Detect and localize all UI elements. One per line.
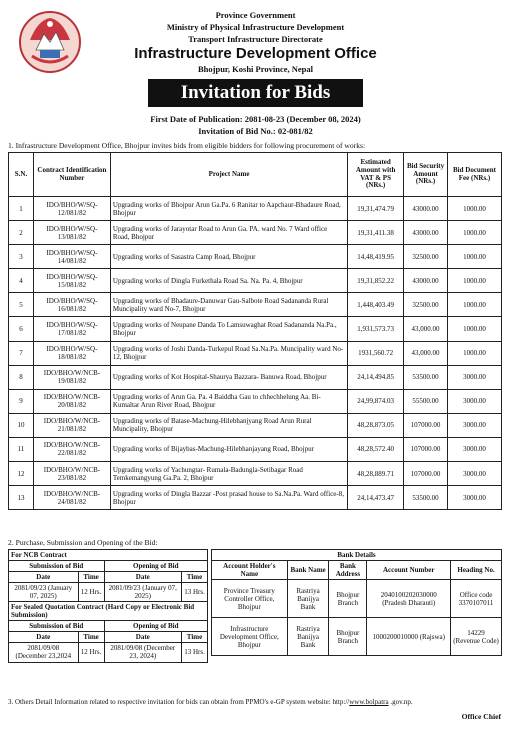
row-sn: 9 — [9, 389, 34, 413]
bank-heading-no: Office code 3370107011 — [451, 580, 502, 618]
sq-opening-date: 2081/09/08 (December 23, 2024) — [104, 643, 182, 662]
works-table — [8, 152, 502, 510]
col-heading-no: Heading No. — [451, 561, 502, 580]
col-sn: S.N. — [9, 153, 34, 197]
sealed-quotation-title: For Sealed Quotation Contract (Hard Copy or Electronic Bid Submission) — [9, 602, 208, 621]
col-holder: Account Holder's Name — [212, 561, 288, 580]
date-heading: Date — [104, 572, 182, 583]
row-sn: 2 — [9, 221, 34, 245]
row-estimated-amount: 24,14,473.47 — [348, 486, 404, 510]
bank-details-title: Bank Details — [212, 550, 502, 561]
row-sn: 6 — [9, 317, 34, 341]
col-bank-address: Bank Address — [329, 561, 367, 580]
col-project-name: Project Name — [110, 153, 347, 197]
row-bid-security: 43000.00 — [404, 269, 448, 293]
section-2-heading: 2. Purchase, Submission and Opening of the Bid: — [8, 538, 158, 547]
bank-row — [212, 618, 502, 656]
row-estimated-amount: 24,99,874.03 — [348, 389, 404, 413]
row-document-fee: 1000.00 — [448, 245, 502, 269]
sq-submission-heading: Submission of Bid — [9, 621, 105, 632]
row-estimated-amount: 14,48,419.95 — [348, 245, 404, 269]
directorate-name: Transport Infrastructure Directorate — [188, 34, 323, 44]
row-estimated-amount: 48,28,873.05 — [348, 413, 404, 437]
invitation-number: Invitation of Bid No.: 02-081/82 — [198, 126, 313, 136]
row-contract-id: IDO/BHO/W/SQ-16/081/82 — [33, 293, 110, 317]
row-estimated-amount: 19,31,411.38 — [348, 221, 404, 245]
invitation-banner: Invitation for Bids — [148, 79, 363, 107]
note-suffix: .gov.np. — [388, 698, 413, 706]
row-bid-security: 107000.00 — [404, 413, 448, 437]
row-contract-id: IDO/BHO/W/SQ-13/081/82 — [33, 221, 110, 245]
table-row — [9, 413, 502, 437]
col-estimated-amount: Estimated Amount with VAT & PS (NRs.) — [348, 153, 404, 197]
table-row — [9, 486, 502, 510]
col-document-fee: Bid Document Fee (NRs.) — [448, 153, 502, 197]
office-location: Bhojpur, Koshi Province, Nepal — [197, 64, 313, 74]
row-bid-security: 43000.00 — [404, 221, 448, 245]
time-heading: Time — [182, 632, 208, 643]
table-row — [9, 341, 502, 365]
publication-date: First Date of Publication: 2081-08-23 (December 08, 2024) — [150, 114, 361, 124]
province-government: Province Government — [215, 10, 296, 20]
col-bid-security: Bid Security Amount (NRs.) — [404, 153, 448, 197]
row-estimated-amount: 19,31,852.22 — [348, 269, 404, 293]
table-row — [9, 365, 502, 389]
bank-account-number: 2040100202030000 (Pradesh Dharauti) — [367, 580, 451, 618]
ncb-submission-time: 12 Hrs. — [78, 583, 104, 602]
table-row — [9, 245, 502, 269]
row-estimated-amount: 1,448,403.49 — [348, 293, 404, 317]
row-document-fee: 1000.00 — [448, 317, 502, 341]
row-project-name: Upgrading works of Bhojpur Arun Ga.Pa. 6 Ranitar to Aapchaur-Bhadaure Road, Bhojpur — [110, 197, 347, 221]
row-document-fee: 3000.00 — [448, 365, 502, 389]
col-contract-id: Contract Identification Number — [33, 153, 110, 197]
row-bid-security: 53500.00 — [404, 486, 448, 510]
row-bid-security: 32500.00 — [404, 293, 448, 317]
ministry-name: Ministry of Physical Infrastructure Development — [166, 22, 345, 32]
row-bid-security: 55500.00 — [404, 389, 448, 413]
row-project-name: Upgrading works of Dingla Bazzar -Post prasad house to Sa.Na.Pa. Ward office-8, Bhojpur — [110, 486, 347, 510]
bank-address: Bhojpur Branch — [329, 618, 367, 656]
ncb-title: For NCB Contract — [9, 550, 208, 561]
sq-opening-heading: Opening of Bid — [104, 621, 207, 632]
table-row — [9, 437, 502, 461]
row-contract-id: IDO/BHO/W/SQ-15/081/82 — [33, 269, 110, 293]
row-project-name: Upgrading works of Jarayotar Road to Arun Ga. PA. ward No. 7 Ward office Road, Bhojpur — [110, 221, 347, 245]
row-project-name: Upgrading works of Arun Ga. Pa. 4 Baiddha Gau to chhechhelung Aa. Bi- Kumaltar Arun River Road, Bhojpur — [110, 389, 347, 413]
row-project-name: Upgrading works of Sasastra Camp Road, Bhojpur — [110, 245, 347, 269]
sq-opening-time: 13 Hrs. — [182, 643, 208, 662]
row-project-name: Upgrading works of Bijaybas-Machung-Hilebhanjayang Road, Bhojpur — [110, 437, 347, 461]
row-contract-id: IDO/BHO/W/NCB-24/081/82 — [33, 486, 110, 510]
row-contract-id: IDO/BHO/W/NCB-21/081/82 — [33, 413, 110, 437]
row-sn: 7 — [9, 341, 34, 365]
row-project-name: Upgrading works of Dingla Furkethala Road Sa. Na. Pa. 4, Bhojpur — [110, 269, 347, 293]
table-row — [9, 317, 502, 341]
row-document-fee: 1000.00 — [448, 269, 502, 293]
row-estimated-amount: 48,28,889.71 — [348, 462, 404, 486]
table-row — [9, 221, 502, 245]
ncb-opening-time: 13 Hrs. — [182, 583, 208, 602]
row-document-fee: 1000.00 — [448, 293, 502, 317]
row-estimated-amount: 1,931,573.73 — [348, 317, 404, 341]
row-sn: 3 — [9, 245, 34, 269]
office-chief-signature: Office Chief — [461, 712, 501, 721]
row-sn: 5 — [9, 293, 34, 317]
row-contract-id: IDO/BHO/W/NCB-19/081/82 — [33, 365, 110, 389]
row-bid-security: 107000.00 — [404, 462, 448, 486]
row-document-fee: 3000.00 — [448, 413, 502, 437]
row-contract-id: IDO/BHO/W/NCB-22/081/82 — [33, 437, 110, 461]
bank-account-number: 1000200010000 (Rajswa) — [367, 618, 451, 656]
row-contract-id: IDO/BHO/W/NCB-20/081/82 — [33, 389, 110, 413]
bank-holder: Province Treasury Controller Office, Bhojpur — [212, 580, 288, 618]
row-bid-security: 43,000.00 — [404, 341, 448, 365]
row-project-name: Upgrading works of Kot Hospital-Shaurya Bazzara- Banuwa Road, Bhojpur — [110, 365, 347, 389]
note-main: 3. Others Detail Information related to respective invitation for bids can obtain from PPMO's e-GP system website: http:// — [8, 698, 350, 706]
row-contract-id: IDO/BHO/W/SQ-14/081/82 — [33, 245, 110, 269]
note-text — [8, 698, 413, 706]
bolpatra-link[interactable]: www.bolpatra — [349, 698, 389, 706]
table-row — [9, 293, 502, 317]
row-bid-security: 107000.00 — [404, 437, 448, 461]
row-estimated-amount: 24,14,494.85 — [348, 365, 404, 389]
notice-header — [0, 0, 511, 112]
row-document-fee: 1000.00 — [448, 197, 502, 221]
sq-submission-time: 12 Hrs. — [78, 643, 104, 662]
row-sn: 4 — [9, 269, 34, 293]
date-heading: Date — [9, 632, 79, 643]
row-project-name: Upgrading works of Yachungtar- Rumala-Badungla-Setibagar Road Temkemangyung Ga.Pa. 2, Bhojpur — [110, 462, 347, 486]
bank-heading-no: 14229 (Revenue Code) — [451, 618, 502, 656]
row-project-name: Upgrading works of Batase-Machung-Hilebhanjyang Road Arun Rural Muncipality, Bhojpur — [110, 413, 347, 437]
bank-name: Rastriya Banijya Bank — [287, 618, 329, 656]
bank-address: Bhojpur Branch — [329, 580, 367, 618]
ncb-submission-date: 2081/09/23 (January 07, 2025) — [9, 583, 79, 602]
row-document-fee: 1000.00 — [448, 341, 502, 365]
ncb-opening-date: 2081/09/23 (January 07, 2025) — [104, 583, 182, 602]
submission-table — [8, 549, 208, 663]
row-bid-security: 43,000.00 — [404, 317, 448, 341]
row-bid-security: 43000.00 — [404, 197, 448, 221]
row-contract-id: IDO/BHO/W/NCB-23/081/82 — [33, 462, 110, 486]
table-row — [9, 462, 502, 486]
table-row — [9, 389, 502, 413]
table-row — [9, 269, 502, 293]
intro-text: 1. Infrastructure Development Office, Bhojpur invites bids from eligible bidders for following procurement of works: — [8, 141, 366, 150]
row-bid-security: 32500.00 — [404, 245, 448, 269]
ncb-opening-heading: Opening of Bid — [104, 561, 207, 572]
row-sn: 11 — [9, 437, 34, 461]
row-contract-id: IDO/BHO/W/SQ-18/081/82 — [33, 341, 110, 365]
date-heading: Date — [104, 632, 182, 643]
row-sn: 13 — [9, 486, 34, 510]
bank-row — [212, 580, 502, 618]
row-estimated-amount: 19,31,474.79 — [348, 197, 404, 221]
bank-holder: Infrastructure Development Office, Bhojpur — [212, 618, 288, 656]
bank-details-table — [211, 549, 502, 656]
row-sn: 10 — [9, 413, 34, 437]
row-bid-security: 53500.00 — [404, 365, 448, 389]
col-account-number: Account Number — [367, 561, 451, 580]
row-sn: 12 — [9, 462, 34, 486]
row-project-name: Upgrading works of Bhadaure-Danuwar Gau-Salbote Road Sadananda Rural Muncipality ward No-7, Bhojpur — [110, 293, 347, 317]
row-estimated-amount: 1931,560.72 — [348, 341, 404, 365]
row-project-name: Upgrading works of Joshi Danda-Turkepul Road Sa.Na.Pa. Muncipality ward No-12, Bhojpur — [110, 341, 347, 365]
row-contract-id: IDO/BHO/W/SQ-12/081/82 — [33, 197, 110, 221]
time-heading: Time — [182, 572, 208, 583]
office-name: Infrastructure Development Office — [134, 45, 377, 62]
col-bank-name: Bank Name — [287, 561, 329, 580]
row-estimated-amount: 48,28,572.40 — [348, 437, 404, 461]
time-heading: Time — [78, 572, 104, 583]
row-sn: 8 — [9, 365, 34, 389]
row-document-fee: 3000.00 — [448, 437, 502, 461]
row-sn: 1 — [9, 197, 34, 221]
sq-submission-date: 2081/09/08 (December 23,2024 — [9, 643, 79, 662]
bank-name: Rastriya Banijya Bank — [287, 580, 329, 618]
row-document-fee: 1000.00 — [448, 221, 502, 245]
time-heading: Time — [78, 632, 104, 643]
row-contract-id: IDO/BHO/W/SQ-17/081/82 — [33, 317, 110, 341]
row-project-name: Upgrading works of Neupane Danda To Lamsuwaghat Road Sadananda Na.Pa., Bhojpur — [110, 317, 347, 341]
row-document-fee: 3000.00 — [448, 389, 502, 413]
ncb-submission-heading: Submission of Bid — [9, 561, 105, 572]
row-document-fee: 3000.00 — [448, 462, 502, 486]
table-row — [9, 197, 502, 221]
date-heading: Date — [9, 572, 79, 583]
row-document-fee: 3000.00 — [448, 486, 502, 510]
